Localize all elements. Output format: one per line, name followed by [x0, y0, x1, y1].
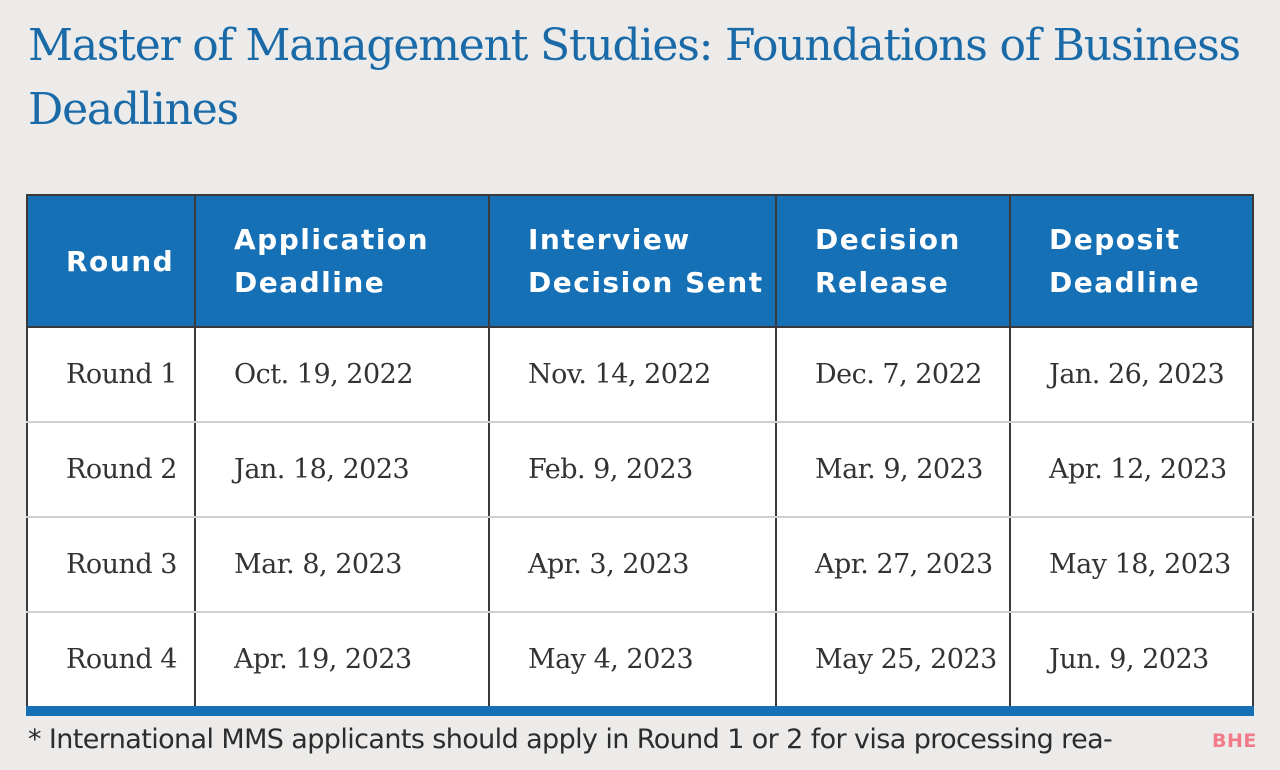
header-text: Decision Sent: [528, 266, 764, 299]
header-text: Deadline: [1049, 266, 1201, 299]
deadlines-table: [26, 194, 1254, 716]
cell-interview-decision-sent: Feb. 9, 2023: [489, 422, 776, 517]
cell-deposit-deadline: Apr. 12, 2023: [1010, 422, 1253, 517]
cell-application-deadline: Oct. 19, 2022: [195, 327, 489, 422]
table-row: [27, 517, 1253, 612]
cell-interview-decision-sent: May 4, 2023: [489, 612, 776, 711]
cell-interview-decision-sent: Apr. 3, 2023: [489, 517, 776, 612]
header-text: Interview: [528, 223, 691, 256]
header-text: Round: [66, 244, 175, 278]
column-header-deposit-deadline: [1010, 195, 1253, 327]
cell-decision-release: Apr. 27, 2023: [776, 517, 1010, 612]
cell-application-deadline: Jan. 18, 2023: [195, 422, 489, 517]
column-header-application-deadline: [195, 195, 489, 327]
cell-decision-release: Dec. 7, 2022: [776, 327, 1010, 422]
cell-decision-release: May 25, 2023: [776, 612, 1010, 711]
column-header-interview-decision-sent: [489, 195, 776, 327]
cell-decision-release: Mar. 9, 2023: [776, 422, 1010, 517]
cell-round: Round 3: [27, 517, 195, 612]
footnote: * International MMS applicants should apply in Round 1 or 2 for visa processing rea-: [28, 724, 1113, 755]
header-text: Release: [815, 266, 950, 299]
cell-round: Round 4: [27, 612, 195, 711]
cell-round: Round 2: [27, 422, 195, 517]
header-text: Deadline: [234, 266, 386, 299]
table-row: [27, 422, 1253, 517]
column-header-round: [27, 195, 195, 327]
cell-deposit-deadline: Jan. 26, 2023: [1010, 327, 1253, 422]
column-header-decision-release: [776, 195, 1010, 327]
cell-deposit-deadline: Jun. 9, 2023: [1010, 612, 1253, 711]
page-title-line-1: Master of Management Studies: Foundations of Business: [28, 20, 1240, 71]
page-title-line-2: Deadlines: [28, 84, 239, 135]
cell-application-deadline: Mar. 8, 2023: [195, 517, 489, 612]
table-row: [27, 612, 1253, 711]
header-text: Application: [234, 223, 430, 256]
cell-round: Round 1: [27, 327, 195, 422]
cell-application-deadline: Apr. 19, 2023: [195, 612, 489, 711]
table-row: [27, 327, 1253, 422]
watermark-logo: BHE: [1212, 730, 1257, 752]
cell-deposit-deadline: May 18, 2023: [1010, 517, 1253, 612]
header-text: Deposit: [1049, 223, 1181, 256]
page-title: [28, 14, 1268, 142]
header-text: Decision: [815, 223, 961, 256]
cell-interview-decision-sent: Nov. 14, 2022: [489, 327, 776, 422]
table-header-row: [27, 195, 1253, 327]
